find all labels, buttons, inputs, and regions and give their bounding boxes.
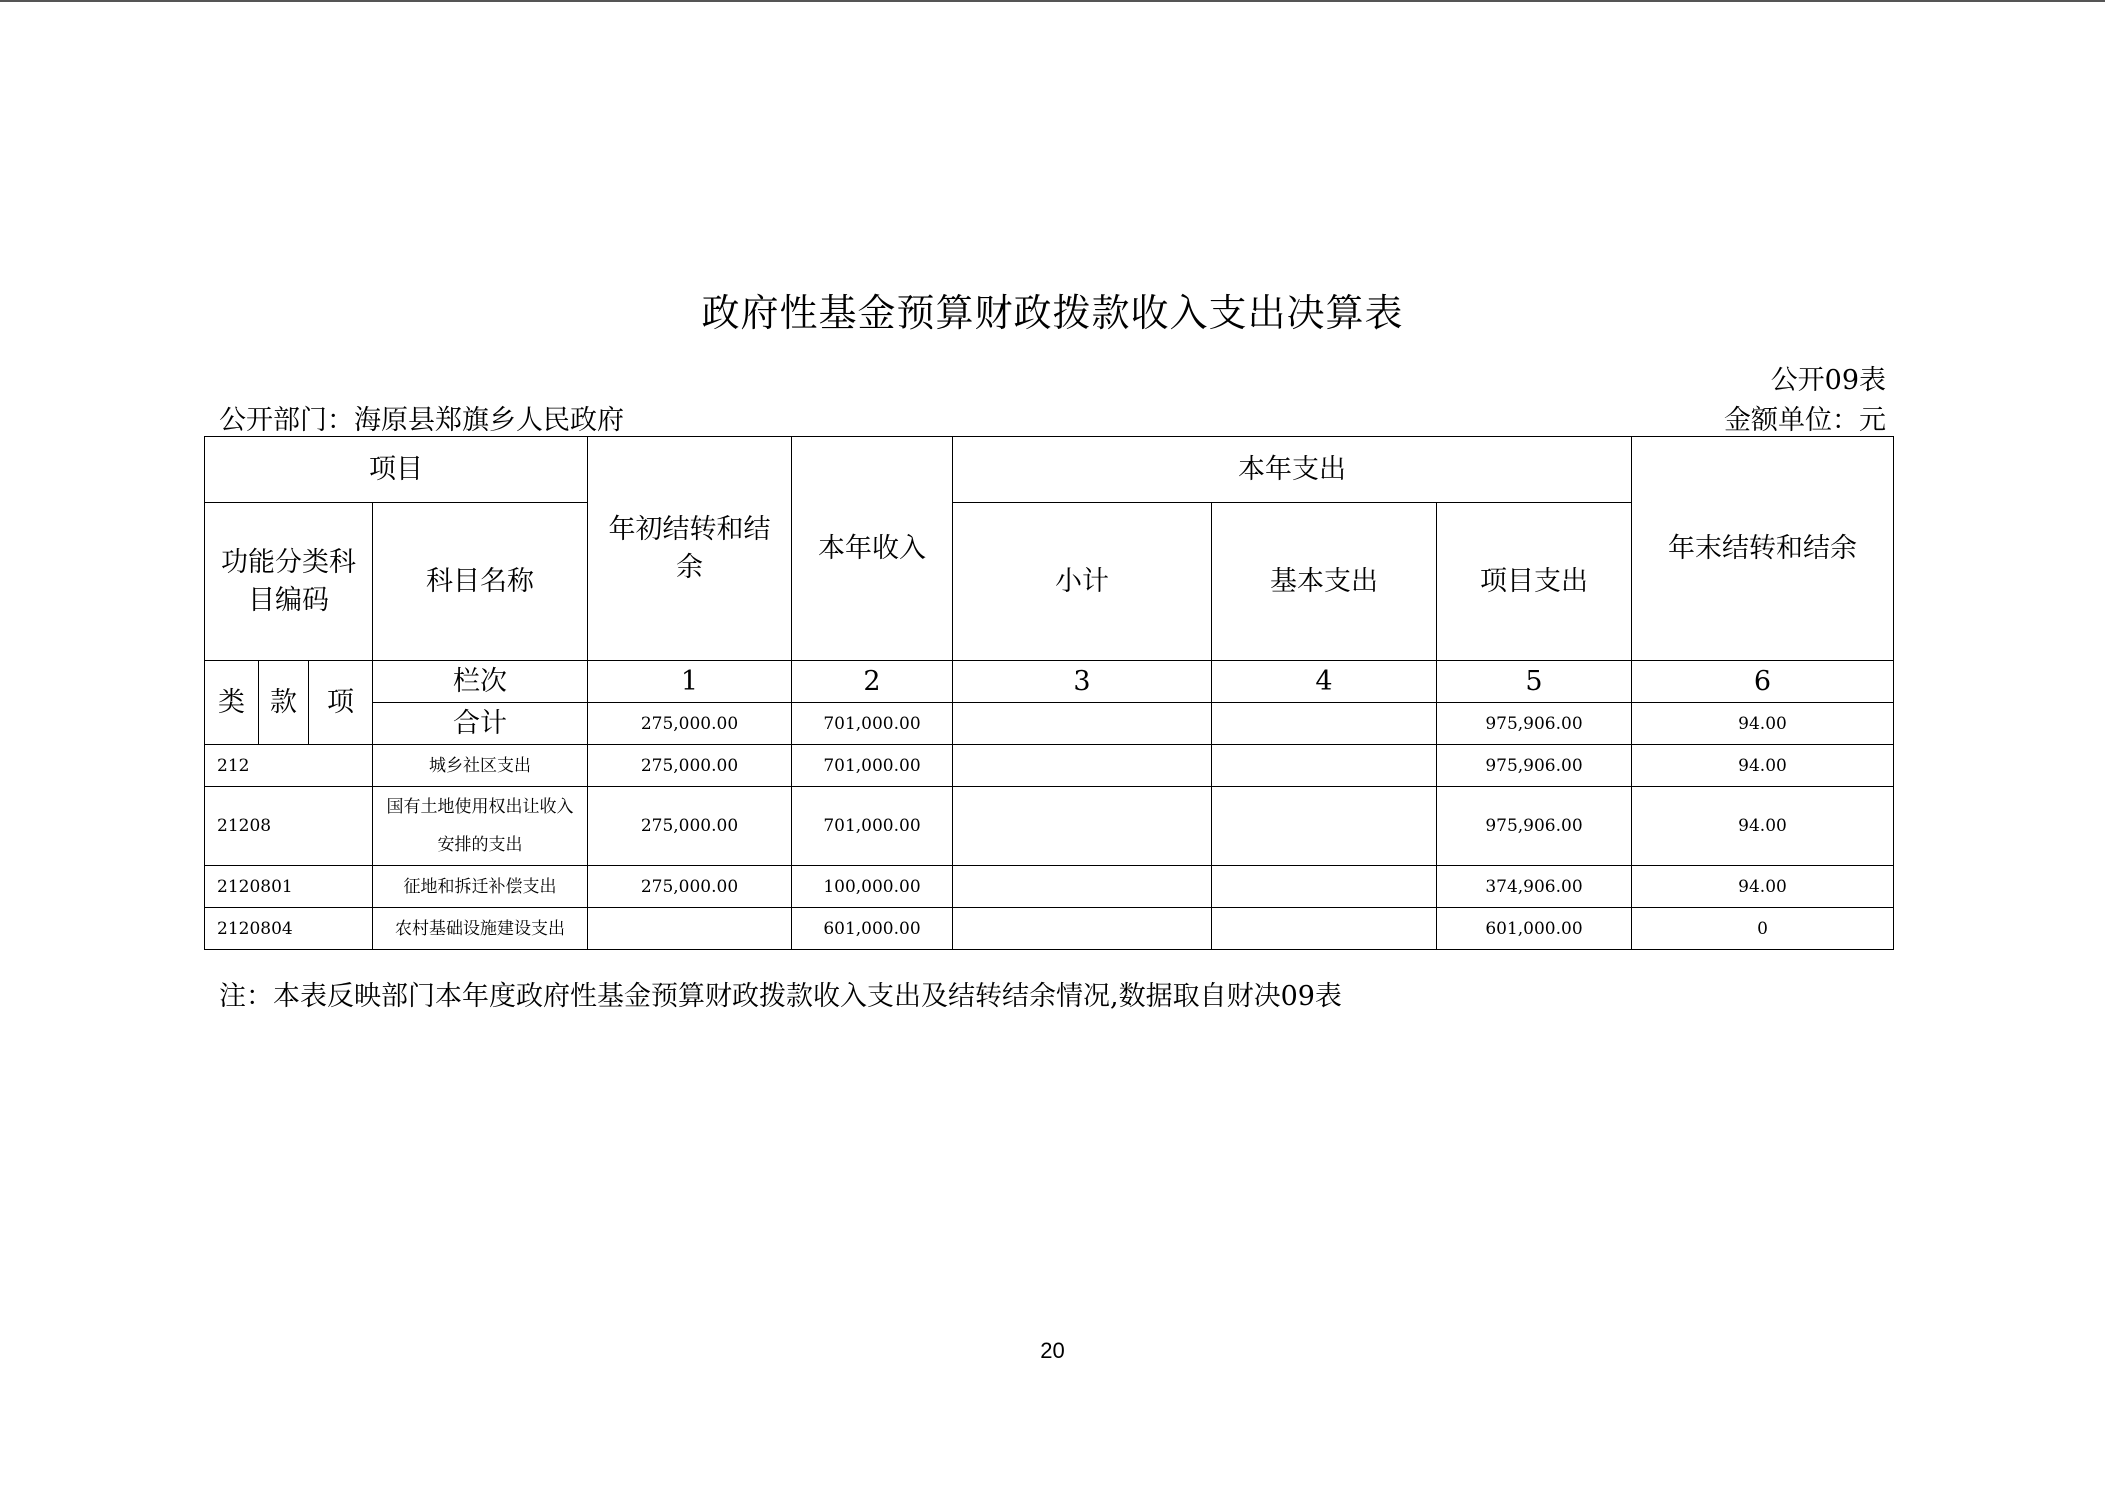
row-end: 94.00: [1632, 745, 1894, 787]
row-code: 2120804: [205, 908, 373, 950]
table-row: [205, 866, 1894, 908]
col-4: 4: [1212, 661, 1437, 703]
total-label: 合计: [373, 703, 588, 745]
top-rule: [0, 0, 2105, 2]
row-end: 94.00: [1632, 866, 1894, 908]
header-end-balance: 年末结转和结余: [1632, 437, 1894, 661]
table-row: [205, 745, 1894, 787]
unit-label: 金额单位：元: [1724, 405, 1886, 436]
row-basic: [1212, 745, 1437, 787]
column-number-row: [205, 661, 1894, 703]
row-project: 374,906.00: [1437, 866, 1632, 908]
page-title: 政府性基金预算财政拨款收入支出决算表: [701, 291, 1404, 335]
header-project: 项目支出: [1437, 503, 1632, 661]
total-income: 701,000.00: [792, 703, 953, 745]
col-6: 6: [1632, 661, 1894, 703]
col-3: 3: [953, 661, 1212, 703]
total-basic: [1212, 703, 1437, 745]
header-row-1: [205, 437, 1894, 503]
row-name: 征地和拆迁补偿支出: [373, 866, 588, 908]
row-begin: 275,000.00: [588, 787, 792, 866]
table-row: [205, 787, 1894, 866]
department-label: 公开部门：海原县郑旗乡人民政府: [219, 405, 624, 436]
row-basic: [1212, 866, 1437, 908]
row-end: 94.00: [1632, 787, 1894, 866]
header-basic: 基本支出: [1212, 503, 1437, 661]
page-number: 20: [1040, 1338, 1065, 1363]
header-kuan: 款: [259, 661, 309, 745]
row-name: 农村基础设施建设支出: [373, 908, 588, 950]
col-1: 1: [588, 661, 792, 703]
header-expenditure: 本年支出: [953, 437, 1632, 503]
col-2: 2: [792, 661, 953, 703]
header-begin-balance: 年初结转和结余: [588, 437, 792, 661]
header-lei: 类: [205, 661, 259, 745]
column-label: 栏次: [373, 661, 588, 703]
row-subtotal: [953, 745, 1212, 787]
row-code: 212: [205, 745, 373, 787]
row-begin: 275,000.00: [588, 866, 792, 908]
row-begin: 275,000.00: [588, 745, 792, 787]
footnote: 注：本表反映部门本年度政府性基金预算财政拨款收入支出及结转结余情况,数据取自财决09表: [219, 981, 1342, 1012]
total-begin: 275,000.00: [588, 703, 792, 745]
row-subtotal: [953, 908, 1212, 950]
row-income: 701,000.00: [792, 745, 953, 787]
row-project: 975,906.00: [1437, 745, 1632, 787]
row-project: 601,000.00: [1437, 908, 1632, 950]
header-xiang: 项: [309, 661, 373, 745]
row-name: 国有土地使用权出让收入安排的支出: [373, 787, 588, 866]
total-project: 975,906.00: [1437, 703, 1632, 745]
report-table: [204, 436, 1894, 950]
row-subtotal: [953, 866, 1212, 908]
row-basic: [1212, 787, 1437, 866]
form-code: 公开09表: [1770, 365, 1886, 396]
col-5: 5: [1437, 661, 1632, 703]
header-subject-name: 科目名称: [373, 503, 588, 661]
header-income: 本年收入: [792, 437, 953, 661]
header-item: 项目: [205, 437, 588, 503]
total-row: [205, 703, 1894, 745]
row-basic: [1212, 908, 1437, 950]
table-row: [205, 908, 1894, 950]
row-code: 21208: [205, 787, 373, 866]
row-end: 0: [1632, 908, 1894, 950]
row-begin: [588, 908, 792, 950]
row-project: 975,906.00: [1437, 787, 1632, 866]
row-subtotal: [953, 787, 1212, 866]
row-code: 2120801: [205, 866, 373, 908]
total-end: 94.00: [1632, 703, 1894, 745]
header-func-code: 功能分类科目编码: [205, 503, 373, 661]
header-subtotal: 小计: [953, 503, 1212, 661]
row-name: 城乡社区支出: [373, 745, 588, 787]
total-subtotal: [953, 703, 1212, 745]
row-income: 601,000.00: [792, 908, 953, 950]
row-income: 701,000.00: [792, 787, 953, 866]
row-income: 100,000.00: [792, 866, 953, 908]
